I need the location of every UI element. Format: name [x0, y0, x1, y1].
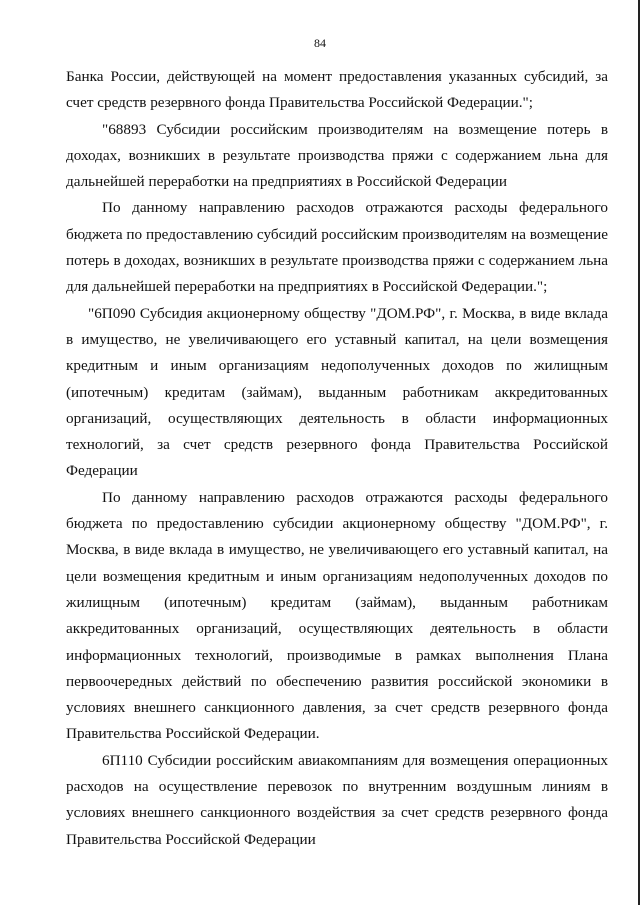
paragraph-68893-description: По данному направлению расходов отражаются расходы федерального бюджета по предоставлению субсидий российским производителям на возмещение потерь в доходах, возникших в результате производства пряжи с содержанием льна для дальнейшей переработки на предприятиях в Российской Федерации."; — [66, 199, 608, 296]
paragraph-continuation: Банка России, действующей на момент предоставления указанных субсидий, за счет средств резервного фонда Правительства Российской Федерации."; — [66, 68, 608, 112]
paragraph-6p090-description: По данному направлению расходов отражаются расходы федерального бюджета по предоставлению субсидии акционерному обществу "ДОМ.РФ", г. Москва, в виде вклада в имущество, не увеличивающего его уставный капитал, на цели возмещения кредитным и иным организациям недополученных доходов по жилищным (ипотечным) кредитам (займам), выданным работникам аккредитованных организаций, осуществляющих деятельность в области информационных технологий, производимые в рамках выполнения Плана первоочередных действий по обеспечению развития российской экономики в условиях внешнего санкционного давления, за счет средств резервного фонда Правительства Российской Федерации. — [66, 488, 608, 743]
document-body — [66, 64, 608, 853]
paragraph-68893-heading: "68893 Субсидии российским производителям на возмещение потерь в доходах, возникших в результате производства пряжи с содержанием льна для дальнейшей переработки на предприятиях в Российской Федерации — [66, 120, 608, 191]
page-number: 84 — [314, 36, 326, 50]
paragraph-6p110-heading: 6П110 Субсидии российским авиакомпаниям для возмещения операционных расходов на осуществление перевозок по внутренним воздушным линиям в условиях внешнего санкционного воздействия за счет средств резервного фонда Правительства Российской Федерации — [66, 751, 608, 848]
paragraph-6p090-heading: "6П090 Субсидия акционерному обществу "ДОМ.РФ", г. Москва, в виде вклада в имущество, не увеличивающего его уставный капитал, на цели возмещения кредитным и иным организациям недополученных доходов по жилищным (ипотечным) кредитам (займам), выданным работникам аккредитованных организаций, осуществляющих деятельность в области информационных технологий, за счет средств резервного фонда Правительства Российской Федерации — [66, 304, 608, 480]
